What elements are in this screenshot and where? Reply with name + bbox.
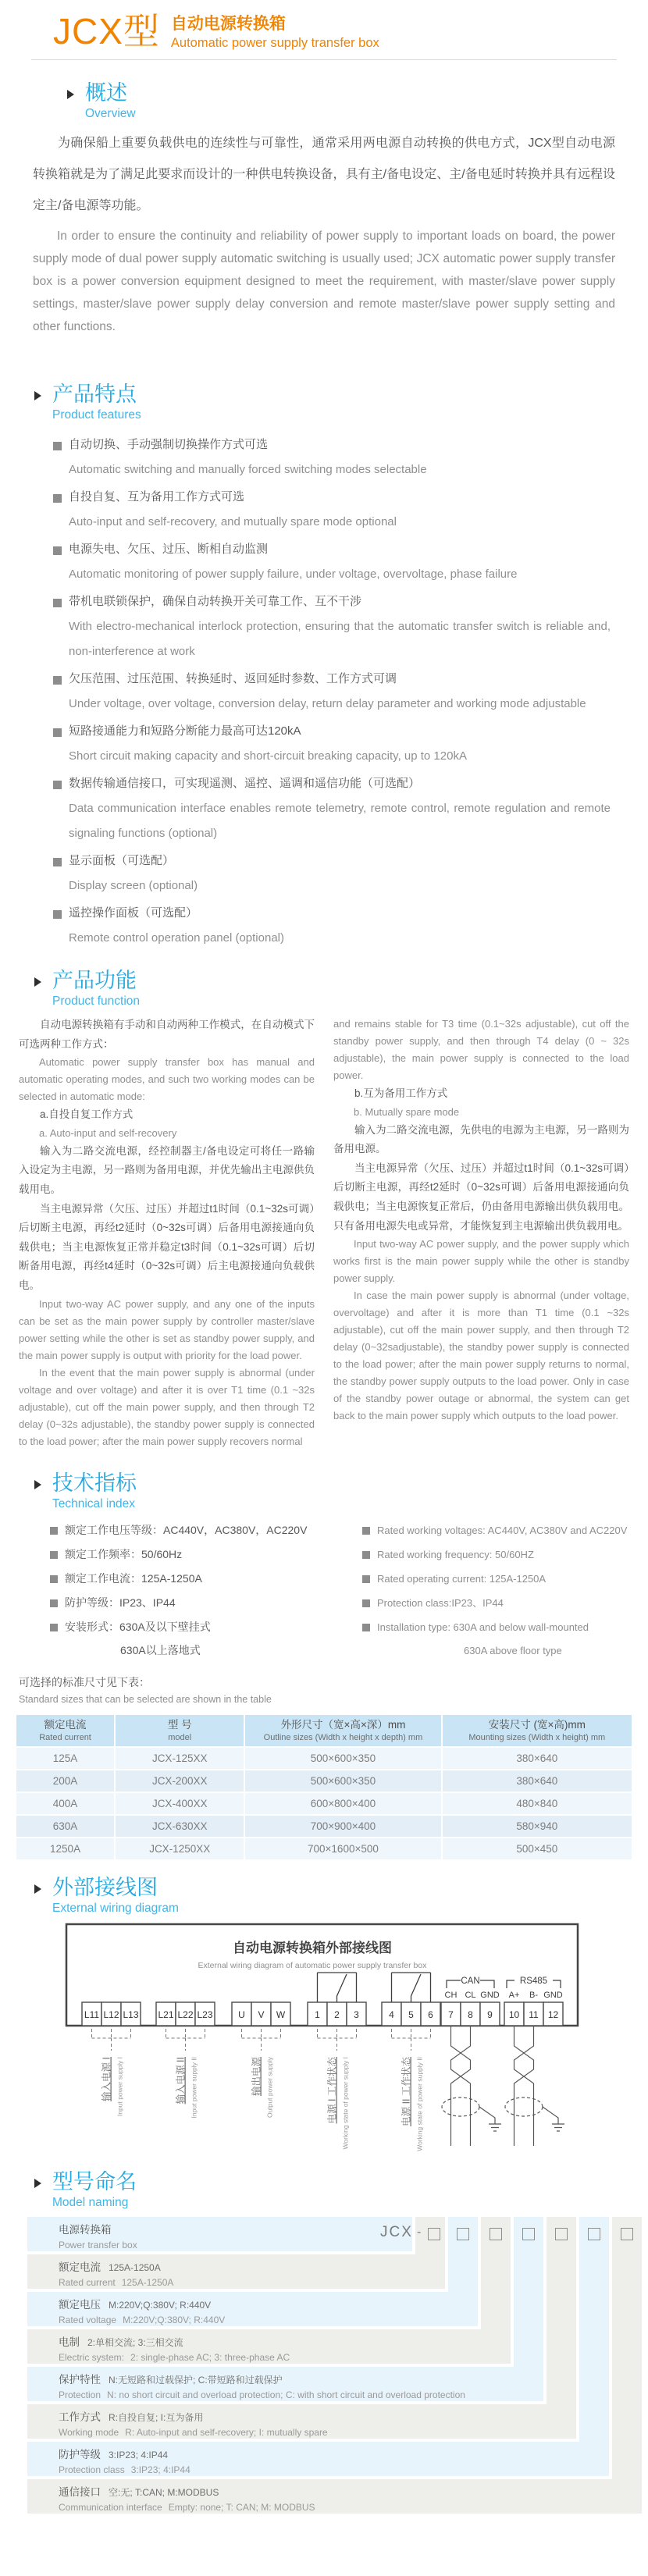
svg-text:2: 2 xyxy=(334,2008,340,2020)
bullet-square-icon xyxy=(362,1624,370,1631)
svg-text:Input power supply I: Input power supply I xyxy=(116,2056,124,2116)
tech-item-zh-extra: 630A以上落地式 xyxy=(120,1643,201,1656)
svg-text:V: V xyxy=(258,2008,265,2020)
function-paragraph: In the event that the main power supply is abnormal (under voltage and over voltage) and after it is over T1 time (0.1 ~32s adjustable), cut off the main power supply, and then through T2 delay (0~32s adjustable), the standby power supply is connected to the load power; after the main power supply recovers normal xyxy=(19,1366,315,1447)
relay-contact-icon xyxy=(318,1973,431,2002)
technical-title-en: Technical index xyxy=(52,1496,135,1510)
model-code-box xyxy=(522,2228,535,2240)
function-paragraph: In case the main power supply is abnormal (under voltage, overvoltage) and after it is more than T1 time (0.1 ~32s adjustable), cut off the main power supply, and then through T2 delay (0~32sadjustable), the standby power supply is connected to the load power; after the main power supply returns to normal, the standby power supply outputs to the load power. Only in case of the standby power outage or abnormal, the system can get back to the main power supply which outputs to the load power. xyxy=(333,1290,629,1422)
naming-column xyxy=(579,2217,609,2476)
naming-row-en: Rated voltage xyxy=(59,2314,117,2325)
feature-zh: 数据传输通信接口，可实现遥测、遥控、遥调和遥信功能（可选配） xyxy=(69,777,421,790)
naming-row-en: Power transfer box xyxy=(59,2239,137,2250)
naming-row-zh: 额定电压 xyxy=(59,2298,101,2311)
model-code-box xyxy=(428,2228,440,2240)
naming-title-zh: 型号命名 xyxy=(52,2169,137,2194)
feature-en: Remote control operation panel (optional) xyxy=(69,931,284,945)
table-intro-en: Standard sizes that can be selected are shown in the table xyxy=(19,1693,272,1705)
svg-text:L23: L23 xyxy=(197,2008,213,2020)
cell: JCX-400XX xyxy=(116,1793,244,1814)
svg-text:12: 12 xyxy=(547,2008,559,2020)
diagram-title-en: External wiring diagram of automatic power supply transfer box xyxy=(198,1960,427,1970)
section-technical xyxy=(0,1471,648,1662)
cell: 700×1600×500 xyxy=(245,1838,440,1859)
group-labels xyxy=(101,2056,424,2151)
section-sizes xyxy=(0,1673,648,1861)
technical-column-en xyxy=(362,1518,628,1662)
naming-row-zh: 保护特性 xyxy=(59,2373,101,2386)
model-prefix: JCX xyxy=(380,2223,413,2240)
tech-item-zh: 防护等级：IP23、IP44 xyxy=(65,1596,176,1609)
feature-en: Data communication interface enables remote telemetry, remote control, remote regulation and remote signaling functions (optional) xyxy=(69,802,611,840)
naming-row-zh: 电源转换箱 xyxy=(59,2223,112,2236)
bullet-square-icon xyxy=(53,494,62,503)
function-heading xyxy=(34,968,648,1009)
naming-row-en: Protection class xyxy=(59,2464,125,2475)
cell: 500×450 xyxy=(443,1838,632,1859)
diagram-title-zh: 自动电源转换箱外部接线图 xyxy=(233,1940,392,1955)
feature-item xyxy=(53,485,611,535)
bullet-square-icon xyxy=(53,781,62,789)
function-paragraph: a.自投自复工作方式 xyxy=(40,1108,134,1121)
cell: JCX-1250XX xyxy=(116,1838,244,1859)
tech-item-en: Rated working frequency: 50/60HZ xyxy=(377,1548,534,1560)
bullet-square-icon xyxy=(362,1599,370,1607)
triangle-marker-icon xyxy=(34,391,41,400)
pin-label: CH xyxy=(444,1990,458,2000)
svg-text:U: U xyxy=(238,2008,245,2020)
pin-label: CL xyxy=(465,1990,476,2000)
feature-en: Display screen (optional) xyxy=(69,879,198,892)
feature-item xyxy=(53,719,611,769)
feature-item xyxy=(53,771,611,846)
bullet-square-icon xyxy=(50,1575,58,1583)
col-header: 外形尺寸（宽×高×深）mm Outline sizes (Width x height x depth) mm xyxy=(245,1715,440,1746)
svg-text:5: 5 xyxy=(408,2008,414,2020)
function-paragraph: b. Mutually spare mode xyxy=(354,1105,460,1118)
cell: 400A xyxy=(16,1793,114,1814)
naming-row: 保护特性 N:无短路和过载保护; C:带短路和过载保护 Protection N: no short circuit and overload protection; C: with short circuit and overload protection xyxy=(27,2367,543,2401)
function-paragraph: 输入为二路交流电源，经控制器主/备电设定可将任一路输入设定为主电源，另一路则为备用电源，并优先输出主电源供负载用电。 xyxy=(19,1144,315,1195)
naming-row: 工作方式 R:自投自复; I:互为备用 Working mode R: Auto-input and self-recovery; I: mutually spare xyxy=(27,2404,576,2439)
tech-item-zh: 额定工作电压等级：AC440V，AC380V，AC220V xyxy=(65,1523,308,1536)
feature-en: With electro-mechanical interlock protection, ensuring that the automatic transfer switch is reliable and, non-interference at work xyxy=(69,620,611,658)
wiring-title-zh: 外部接线图 xyxy=(52,1875,158,1899)
table-row xyxy=(16,1838,632,1859)
feature-zh: 短路接通能力和短路分断能力最高可达120kA xyxy=(69,724,301,738)
table-row xyxy=(16,1793,632,1814)
function-title-en: Product function xyxy=(52,994,141,1008)
tech-item-en: Protection class:IP23、IP44 xyxy=(377,1596,504,1609)
product-title-en: Automatic power supply transfer box xyxy=(170,36,379,50)
bullet-square-icon xyxy=(53,442,62,450)
col-header: 安装尺寸 (宽×高)mm Mounting sizes (Width x height) mm xyxy=(443,1715,632,1746)
section-naming xyxy=(0,2169,648,2514)
rs485-label: RS485 xyxy=(519,1976,548,1986)
table-header-row xyxy=(16,1715,632,1746)
tech-item-en: Rated working voltages: AC440V, AC380V and AC220V xyxy=(377,1524,628,1536)
bullet-square-icon xyxy=(362,1575,370,1583)
wiring-heading xyxy=(34,1875,648,1916)
naming-row-zh: 额定电流 xyxy=(59,2261,101,2273)
function-title-zh: 产品功能 xyxy=(52,969,137,992)
section-function xyxy=(0,968,648,1450)
naming-row: 电制 2:单相交流; 3:三相交流 Electric system: 2: single-phase AC; 3: three-phase AC xyxy=(27,2329,511,2364)
feature-zh: 显示面板（可选配） xyxy=(69,854,175,867)
model-code-box xyxy=(490,2228,502,2240)
feature-en: Automatic switching and manually forced switching modes selectable xyxy=(69,463,427,476)
feature-en: Short circuit making capacity and short-circuit breaking capacity, up to 120kA xyxy=(69,749,467,763)
bullet-square-icon xyxy=(50,1624,58,1631)
naming-row-en: Rated current xyxy=(59,2276,116,2288)
feature-zh: 欠压范围、过压范围、转换延时、返回延时参数、工作方式可调 xyxy=(69,672,397,685)
naming-row-zh: 防护等级 xyxy=(59,2448,101,2460)
cell: JCX-630XX xyxy=(116,1816,244,1837)
svg-text:Working state of power supply: Working state of power supply II xyxy=(415,2056,424,2151)
technical-heading xyxy=(34,1471,648,1512)
tech-item-zh: 额定工作电流：125A-1250A xyxy=(65,1571,202,1585)
svg-text:电源 II 工作状态: 电源 II 工作状态 xyxy=(401,2056,412,2126)
twisted-pair-icon xyxy=(505,2026,564,2146)
svg-text:电源 I 工作状态: 电源 I 工作状态 xyxy=(326,2056,338,2123)
svg-text:10: 10 xyxy=(508,2008,520,2020)
pin-label: A+ xyxy=(508,1990,520,2000)
section-overview xyxy=(33,80,615,338)
technical-column-zh xyxy=(50,1518,362,1662)
naming-row: 防护等级 3:IP23; 4:IP44 Protection class 3:IP23; 4:IP44 xyxy=(27,2442,609,2476)
svg-text:输入电源 II: 输入电源 II xyxy=(175,2056,187,2104)
function-paragraph: a. Auto-input and self-recovery xyxy=(39,1126,177,1139)
triangle-marker-icon xyxy=(67,90,74,99)
function-paragraph: b.互为备用工作方式 xyxy=(354,1087,448,1099)
table-intro-zh: 可选择的标准尺寸见下表： xyxy=(19,1675,150,1688)
table-row xyxy=(16,1816,632,1837)
svg-text:L13: L13 xyxy=(123,2008,139,2020)
col-header: 额定电流 Rated current xyxy=(16,1715,114,1746)
feature-en: Automatic monitoring of power supply failure, under voltage, overvoltage, phase failure xyxy=(69,568,518,581)
feature-en: Under voltage, over voltage, conversion delay, return delay parameter and working mode adjustable xyxy=(69,697,586,710)
table-row xyxy=(16,1748,632,1769)
cell: 580×940 xyxy=(443,1816,632,1837)
svg-text:L21: L21 xyxy=(158,2008,174,2020)
svg-text:7: 7 xyxy=(448,2008,454,2020)
svg-text:输出电源: 输出电源 xyxy=(251,2056,262,2096)
feature-item xyxy=(53,432,611,482)
svg-text:6: 6 xyxy=(428,2008,433,2020)
function-paragraph: 输入为二路交流电源，先供电的电源为主电源，另一路则为备用电源。 xyxy=(333,1123,629,1155)
svg-text:3: 3 xyxy=(354,2008,359,2020)
naming-row-en: Communication interface xyxy=(59,2501,162,2513)
product-model-title: JCX型 xyxy=(53,11,160,52)
triangle-marker-icon xyxy=(34,977,41,987)
naming-row: 额定电压 M:220V;Q:380V; R:440V Rated voltage M:220V;Q:380V; R:440V xyxy=(27,2292,478,2326)
function-column-left xyxy=(19,1016,315,1450)
feature-item xyxy=(53,667,611,717)
function-paragraph: Automatic power supply transfer box has manual and automatic operating modes, and such two working modes can be selected in automatic mode: xyxy=(19,1056,315,1103)
svg-text:W: W xyxy=(276,2008,286,2020)
tech-item-en-extra: 630A above floor type xyxy=(464,1644,562,1656)
pin-label: GND xyxy=(543,1990,563,2000)
group-lead-lines xyxy=(92,2029,431,2051)
overview-heading xyxy=(67,80,615,122)
model-naming-diagram xyxy=(27,2217,646,2514)
tech-item-zh: 额定工作频率：50/60Hz xyxy=(65,1547,183,1560)
cell: 600×800×400 xyxy=(245,1793,440,1814)
col-header: 型 号 model xyxy=(116,1715,244,1746)
product-title-zh: 自动电源转换箱 xyxy=(170,15,286,33)
naming-row: 通信接口 空:无; T:CAN; M:MODBUS Communication interface Empty: none; T: CAN; M: MODBUS xyxy=(27,2479,642,2514)
pin-label: GND xyxy=(480,1990,500,2000)
svg-text:Working state of power supply: Working state of power supply I xyxy=(341,2056,350,2149)
wiring-diagram xyxy=(0,1920,648,2168)
bullet-square-icon xyxy=(53,910,62,919)
naming-row: 额定电流 125A-1250A Rated current 125A-1250A xyxy=(27,2254,445,2289)
cell: 200A xyxy=(16,1770,114,1791)
can-label: CAN xyxy=(461,1976,480,1986)
svg-text:11: 11 xyxy=(529,2008,539,2020)
model-code-box xyxy=(588,2228,600,2240)
triangle-marker-icon xyxy=(34,1884,41,1894)
features-title-zh: 产品特点 xyxy=(52,382,137,406)
features-title-en: Product features xyxy=(52,408,141,422)
section-wiring xyxy=(0,1875,648,2168)
sizes-table xyxy=(15,1713,633,1861)
section-features xyxy=(0,382,648,951)
svg-text:4: 4 xyxy=(389,2008,394,2020)
feature-item xyxy=(53,849,611,898)
svg-text:L22: L22 xyxy=(177,2008,194,2020)
bullet-square-icon xyxy=(362,1527,370,1535)
feature-zh: 遥控操作面板（可选配） xyxy=(69,906,198,920)
pin-label: B- xyxy=(529,1990,538,2000)
svg-text:Output power supply: Output power supply xyxy=(265,2056,274,2118)
bullet-square-icon xyxy=(50,1551,58,1559)
feature-zh: 自动切换、手动强制切换操作方式可选 xyxy=(69,438,269,451)
naming-row-zh: 电制 xyxy=(59,2336,80,2348)
function-paragraph: 当主电源异常（欠压、过压）并超过t1时间（0.1~32s可调）后切断主电源，再经t2延时（0~32s可调）后备用电源接通向负载供电；当主电源恢复正常并稳定t3时间（0.1~32s可调）后切断备用电源，再经t4延时（0~32s可调）后主电源接通向负载供电。 xyxy=(19,1202,315,1291)
feature-item xyxy=(53,901,611,951)
model-dash: - xyxy=(417,2225,422,2239)
svg-text:输入电源 I: 输入电源 I xyxy=(101,2056,112,2101)
svg-text:L11: L11 xyxy=(84,2008,100,2020)
triangle-marker-icon xyxy=(34,2179,41,2188)
tech-item-en: Rated operating current: 125A-1250A xyxy=(377,1572,547,1585)
function-paragraph: Input two-way AC power supply, and the power supply which works first is the main power supply while the other is standby power supply. xyxy=(333,1238,629,1285)
naming-row xyxy=(27,2217,412,2251)
function-paragraph: and remains stable for T3 time (0.1~32s adjustable), cut off the standby power supply, and then through T4 delay (0 ~ 32s adjustable), the main power supply is connected to the load power. xyxy=(333,1018,629,1081)
naming-column xyxy=(612,2217,642,2514)
svg-text:L12: L12 xyxy=(103,2008,119,2020)
svg-text:9: 9 xyxy=(487,2008,493,2020)
bullet-square-icon xyxy=(362,1551,370,1559)
function-paragraph: 自动电源转换箱有手动和自动两种工作模式，在自动模式下可选两种工作方式： xyxy=(19,1019,315,1050)
feature-zh: 自投自复、互为备用工作方式可选 xyxy=(69,490,245,503)
model-code-box xyxy=(555,2228,568,2240)
svg-text:Input power supply II: Input power supply II xyxy=(190,2056,198,2118)
model-code-box xyxy=(621,2228,633,2240)
feature-item xyxy=(53,589,611,664)
bullet-square-icon xyxy=(53,676,62,685)
model-code-box xyxy=(457,2228,469,2240)
cell: 380×640 xyxy=(443,1770,632,1791)
cell: 125A xyxy=(16,1748,114,1769)
svg-text:1: 1 xyxy=(315,2008,320,2020)
function-column-right xyxy=(333,1016,629,1450)
feature-zh: 电源失电、欠压、过压、断相自动监测 xyxy=(69,543,269,556)
cell: 480×840 xyxy=(443,1793,632,1814)
tech-item-zh: 安装形式：630A及以下壁挂式 xyxy=(65,1620,211,1633)
page-header xyxy=(0,0,648,52)
overview-title-zh: 概述 xyxy=(85,81,127,105)
header-divider xyxy=(31,59,617,60)
cell: 700×900×400 xyxy=(245,1816,440,1837)
naming-row-en: Protection xyxy=(59,2389,101,2400)
cell: 1250A xyxy=(16,1838,114,1859)
features-list xyxy=(53,432,611,951)
cell: 500×600×350 xyxy=(245,1770,440,1791)
function-paragraph: Input two-way AC power supply, and any one of the inputs can be set as the main power supply by controller master/slave power setting while the other is set as standby power supply, and the main power supply is output with priority for the load power. xyxy=(19,1297,315,1361)
function-paragraph: 当主电源异常（欠压、过压）并超过t1时间（0.1~32s可调）后切断主电源，再经t2延时（0~32s可调）后备用电源接通向负载供电；当主电源恢复正常后，仍由备用电源输出供负载用电。只有备用电源失电或异常，才能恢复到主电源输出供负载用电。 xyxy=(333,1162,629,1232)
naming-row-en: Electric system: xyxy=(59,2351,125,2363)
tech-item-en: Installation type: 630A and below wall-mounted xyxy=(377,1621,589,1633)
bullet-square-icon xyxy=(50,1599,58,1607)
feature-item xyxy=(53,537,611,587)
cell: 630A xyxy=(16,1816,114,1837)
triangle-marker-icon xyxy=(34,1480,41,1489)
naming-heading xyxy=(34,2169,648,2211)
feature-zh: 带机电联锁保护，确保自动转换开关可靠工作、互不干涉 xyxy=(69,595,362,608)
wiring-title-en: External wiring diagram xyxy=(52,1901,179,1915)
cell: JCX-125XX xyxy=(116,1748,244,1769)
cell: 500×600×350 xyxy=(245,1748,440,1769)
naming-row-zh: 通信接口 xyxy=(59,2485,101,2498)
bullet-square-icon xyxy=(53,728,62,737)
technical-title-zh: 技术指标 xyxy=(52,1471,137,1495)
naming-title-en: Model naming xyxy=(52,2195,129,2209)
svg-text:8: 8 xyxy=(468,2008,473,2020)
bullet-square-icon xyxy=(53,599,62,607)
overview-title-en: Overview xyxy=(85,107,136,120)
twisted-pair-icon xyxy=(442,2026,501,2146)
cell: 380×640 xyxy=(443,1748,632,1769)
bullet-square-icon xyxy=(53,858,62,866)
table-row xyxy=(16,1770,632,1791)
feature-en: Auto-input and self-recovery, and mutually spare mode optional xyxy=(69,515,397,528)
features-heading xyxy=(34,382,648,423)
naming-row-zh: 工作方式 xyxy=(59,2411,101,2423)
bullet-square-icon xyxy=(50,1527,58,1535)
naming-row-en: Working mode xyxy=(59,2426,119,2438)
overview-paragraph-en: In order to ensure the continuity and reliability of power supply to important loads on board, the power supply mode of dual power supply automatic switching is usually used; JCX automatic power supply transfer box is a power conversion equipment designed to meet the requirement, with master/slave power supply settings, master/slave power supply delay conversion and remote master/slave power supply setting and other functions. xyxy=(33,229,615,333)
cell: JCX-200XX xyxy=(116,1770,244,1791)
overview-paragraph-zh: 为确保船上重要负载供电的连续性与可靠性，通常采用两电源自动转换的供电方式，JCX型自动电源转换箱就是为了满足此要求而设计的一种供电转换设备，具有主/备电设定、主/备电延时转换并具有远程设定主/备电源等功能。 xyxy=(33,137,615,212)
bullet-square-icon xyxy=(53,546,62,555)
